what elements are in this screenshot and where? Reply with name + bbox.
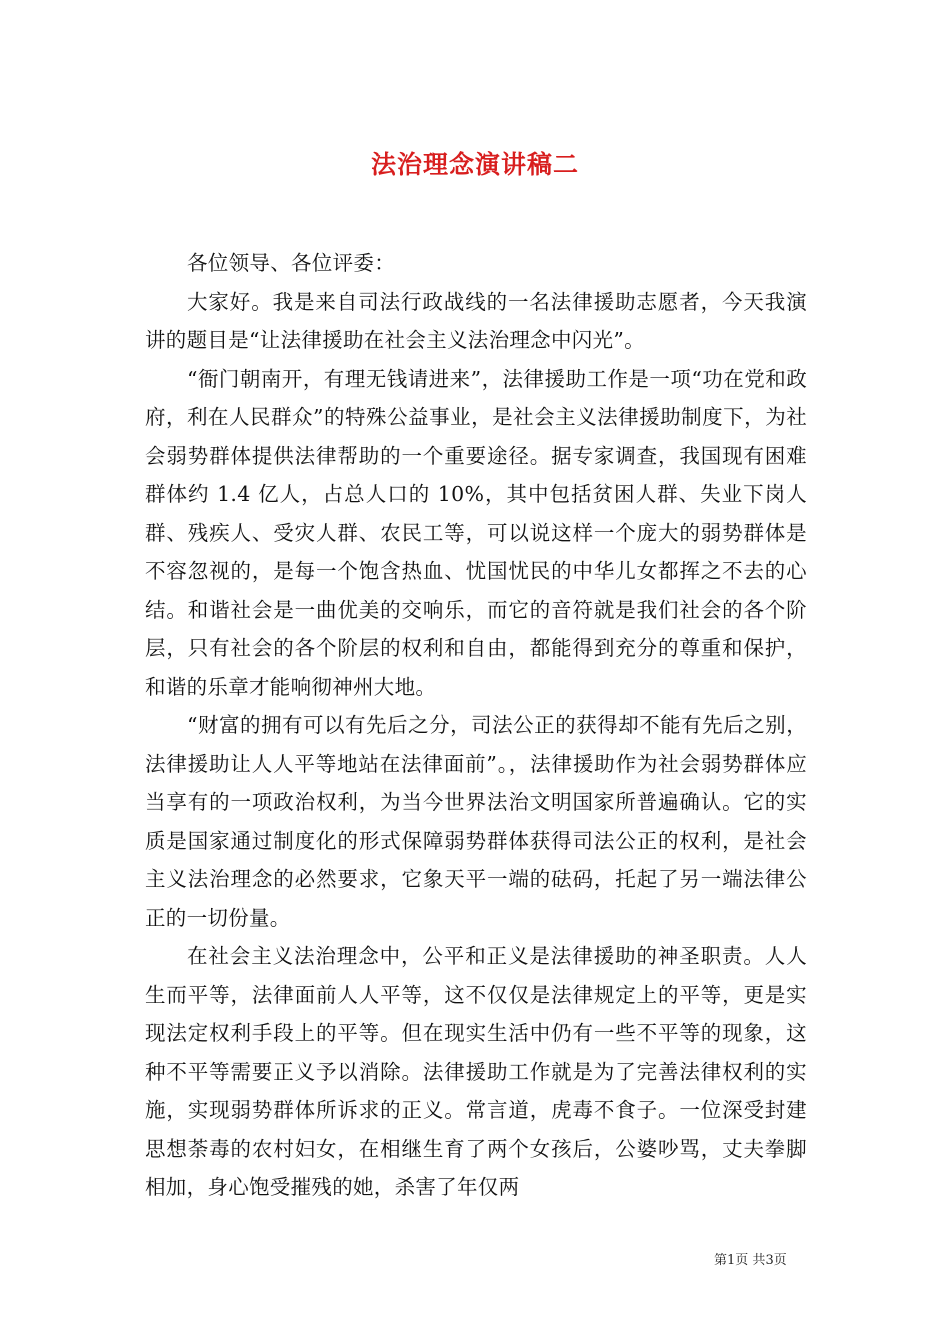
document-body bbox=[145, 244, 807, 1207]
document-title: 法治理念演讲稿二 bbox=[370, 149, 579, 179]
paragraph-fairness-duty: 在社会主义法治理念中，公平和正义是法律援助的神圣职责。人人生而平等，法律面前人人平等，这不仅仅是法律规定上的平等，更是实现法定权利手段上的平等。但在现实生活中仍有一些不平等的现象，这种不平等需要正义予以消除。法律援助工作就是为了完善法律权利的实施，实现弱势群体所诉求的正义。常言道，虎毒不食子。一位深受封建思想荼毒的农村妇女，在相继生育了两个女孩后，公婆吵骂，丈夫拳脚相加，身心饱受摧残的她，杀害了年仅两 bbox=[145, 944, 807, 1199]
footer-prefix: 第 bbox=[714, 1253, 728, 1268]
paragraph-introduction: 大家好。我是来自司法行政战线的一名法律援助志愿者，今天我演讲的题目是“让法律援助在社会主义法治理念中闪光”。 bbox=[145, 289, 807, 352]
page-number-footer bbox=[714, 1249, 787, 1268]
paragraph-legal-aid-overview: “衙门朝南开，有理无钱请进来”，法律援助工作是一项“功在党和政府，利在人民群众”的特殊公益事业，是社会主义法律援助制度下，为社会弱势群体提供法律帮助的一个重要途径。据专家调查，我国现有困难群体约 1.4 亿人，占总人口的 10%，其中包括贫困人群、失业下岗人群、残疾人、受灾人群、农民工等，可以说这样一个庞大的弱势群体是不容忽视的，是每一个饱含热血、忧国忧民的中华儿女都挥之不去的心结。和谐社会是一曲优美的交响乐，而它的音符就是我们社会的各个阶层，只有社会的各个阶层的权利和自由，都能得到充分的尊重和保护，和谐的乐章才能响彻神州大地。 bbox=[145, 366, 807, 699]
footer-total-pages: 3 bbox=[765, 1253, 774, 1268]
footer-current-page: 1 bbox=[727, 1253, 736, 1268]
paragraph-greeting: 各位领导、各位评委： bbox=[187, 251, 395, 275]
footer-suffix: 页 bbox=[773, 1253, 787, 1268]
paragraph-justice-equality: “财富的拥有可以有先后之分，司法公正的获得却不能有先后之别，法律援助让人人平等地站在法律面前”。，法律援助作为社会弱势群体应当享有的一项政治权利，为当今世界法治文明国家所普遍确认。它的实质是国家通过制度化的形式保障弱势群体获得司法公正的权利，是社会主义法治理念的必然要求，它象天平一端的砝码，托起了另一端法律公正的一切份量。 bbox=[145, 713, 807, 930]
footer-middle: 页 共 bbox=[735, 1253, 766, 1268]
